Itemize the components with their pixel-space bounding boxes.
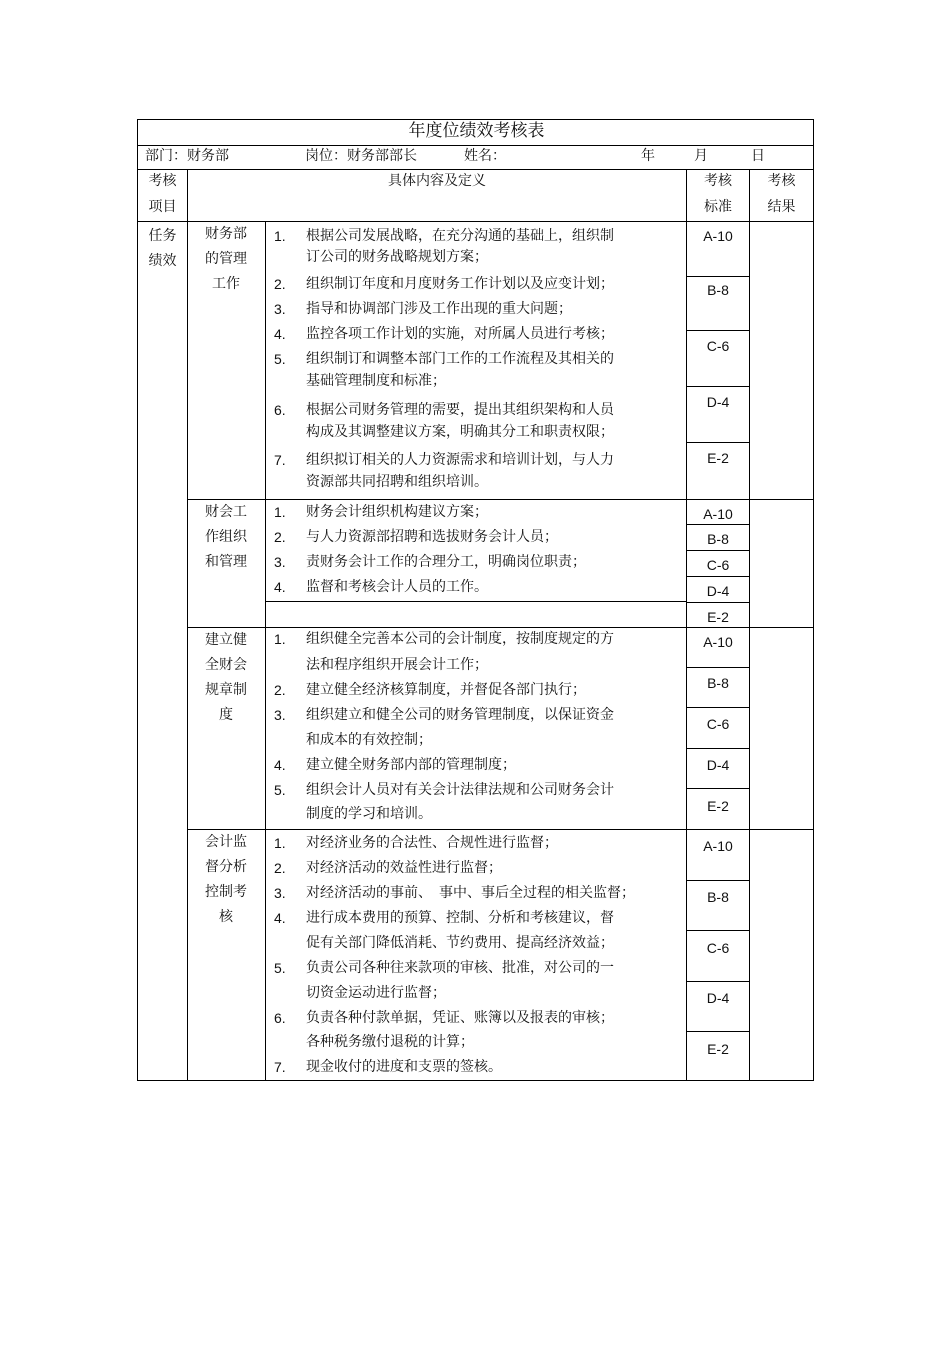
header-result bbox=[750, 173, 813, 215]
form-title: 年度位绩效考核表 bbox=[408, 121, 545, 141]
header-content: 具体内容及定义 bbox=[388, 173, 486, 189]
grade-divider bbox=[686, 981, 749, 982]
item-text: 订公司的财务战略规划方案； bbox=[306, 249, 488, 265]
item-number: 2. bbox=[274, 860, 286, 876]
grade-d: D-4 bbox=[706, 394, 730, 410]
grade-a: A-10 bbox=[703, 838, 733, 854]
post-field: 岗位：财务部部长 bbox=[305, 148, 417, 164]
item-text: 现金收付的进度和支票的签核。 bbox=[306, 1059, 502, 1075]
item-number: 7. bbox=[274, 1059, 286, 1075]
item-number: 1. bbox=[274, 835, 286, 851]
grade-divider bbox=[686, 330, 749, 331]
item-text: 促有关部门降低消耗、节约费用、提高经济效益； bbox=[306, 935, 614, 951]
category-label bbox=[188, 222, 264, 297]
item-text: 根据公司财务管理的需要，提出其组织架构和人员 bbox=[306, 402, 614, 418]
item-text: 和成本的有效控制； bbox=[306, 732, 432, 748]
category-line: 财务部 bbox=[205, 226, 247, 242]
item-text: 各种税务缴付退税的计算； bbox=[306, 1034, 474, 1050]
item-text: 根据公司发展战略，在充分沟通的基础上，组织制 bbox=[306, 228, 614, 244]
month-label: 月 bbox=[694, 148, 708, 164]
category-line: 会计监 bbox=[205, 834, 247, 850]
grade-divider bbox=[686, 576, 749, 577]
grade-b: B-8 bbox=[707, 531, 729, 547]
item-text: 进行成本费用的预算、控制、分析和考核建议，督 bbox=[306, 910, 614, 926]
grade-divider bbox=[686, 667, 749, 668]
item-number: 6. bbox=[274, 1010, 286, 1026]
category-line: 全财会 bbox=[205, 657, 247, 673]
item-text: 切资金运动进行监督； bbox=[306, 985, 446, 1001]
grade-c: C-6 bbox=[706, 940, 730, 956]
grade-e: E-2 bbox=[707, 609, 729, 625]
category-line: 督分析 bbox=[205, 859, 247, 875]
item-text: 对经济活动的事前、 事中、事后全过程的相关监督； bbox=[306, 885, 635, 901]
grade-divider bbox=[686, 386, 749, 387]
section-divider bbox=[187, 829, 813, 830]
item-text: 组织健全完善本公司的会计制度，按制度规定的方 bbox=[306, 631, 614, 647]
item-number: 4. bbox=[274, 579, 286, 595]
grade-a: A-10 bbox=[703, 506, 733, 522]
row-divider bbox=[265, 601, 686, 602]
column-divider bbox=[187, 169, 188, 1080]
grade-b: B-8 bbox=[707, 675, 729, 691]
header-result-line1: 考核 bbox=[767, 173, 796, 189]
category-label bbox=[188, 500, 264, 575]
item-text: 组织制订年度和月度财务工作计划以及应变计划； bbox=[306, 276, 614, 292]
section-divider bbox=[187, 627, 813, 628]
item-text: 组织建立和健全公司的财务管理制度，以保证资金 bbox=[306, 707, 614, 723]
category-line: 建立健 bbox=[205, 632, 247, 648]
item-text: 监督和考核会计人员的工作。 bbox=[306, 579, 488, 595]
grade-divider bbox=[686, 442, 749, 443]
header-item-line2: 项目 bbox=[148, 199, 177, 215]
grade-divider bbox=[686, 1031, 749, 1032]
item-text: 资源部共同招聘和组织培训。 bbox=[306, 474, 488, 490]
category-line: 规章制 bbox=[205, 682, 247, 698]
performance-appraisal-form bbox=[137, 119, 814, 1081]
grade-a: A-10 bbox=[703, 228, 733, 244]
item-text: 对经济活动的效益性进行监督； bbox=[306, 860, 502, 876]
item-number: 2. bbox=[274, 276, 286, 292]
grade-divider bbox=[686, 524, 749, 525]
grade-c: C-6 bbox=[706, 338, 730, 354]
grade-c: C-6 bbox=[706, 716, 730, 732]
grade-divider bbox=[686, 550, 749, 551]
grade-d: D-4 bbox=[706, 583, 730, 599]
item-text: 财务会计组织机构建议方案； bbox=[306, 504, 488, 520]
task-label-line2: 绩效 bbox=[148, 253, 177, 269]
item-number: 5. bbox=[274, 351, 286, 367]
item-number: 6. bbox=[274, 402, 286, 418]
item-text: 负责各种付款单据，凭证、账簿以及报表的审核； bbox=[306, 1010, 614, 1026]
category-line: 财会工 bbox=[205, 504, 247, 520]
category-label bbox=[188, 628, 264, 728]
category-line: 作组织 bbox=[205, 529, 247, 545]
header-standard bbox=[687, 173, 749, 215]
task-label bbox=[138, 224, 187, 274]
section-divider bbox=[187, 499, 813, 500]
category-line: 的管理 bbox=[205, 251, 247, 267]
category-line: 度 bbox=[219, 707, 233, 723]
item-number: 3. bbox=[274, 707, 286, 723]
divider bbox=[138, 169, 813, 170]
item-text: 建立健全财务部内部的管理制度； bbox=[306, 757, 516, 773]
grade-b: B-8 bbox=[707, 889, 729, 905]
header-item-line1: 考核 bbox=[148, 173, 177, 189]
item-text: 组织会计人员对有关会计法律法规和公司财务会计 bbox=[306, 782, 614, 798]
grade-divider bbox=[686, 602, 749, 603]
item-number: 7. bbox=[274, 452, 286, 468]
header-standard-line1: 考核 bbox=[704, 173, 732, 189]
item-text: 对经济业务的合法性、合规性进行监督； bbox=[306, 835, 558, 851]
day-label: 日 bbox=[751, 148, 765, 164]
item-number: 4. bbox=[274, 326, 286, 342]
item-text: 组织制订和调整本部门工作的工作流程及其相关的 bbox=[306, 351, 614, 367]
grade-a: A-10 bbox=[703, 634, 733, 650]
grade-b: B-8 bbox=[707, 282, 729, 298]
divider bbox=[138, 145, 813, 146]
grade-divider bbox=[686, 276, 749, 277]
grade-divider bbox=[686, 930, 749, 931]
grade-divider bbox=[686, 788, 749, 789]
item-text: 构成及其调整建议方案，明确其分工和职责权限； bbox=[306, 424, 614, 440]
grade-e: E-2 bbox=[707, 1041, 729, 1057]
category-line: 工作 bbox=[212, 276, 240, 292]
department-field: 部门：财务部 bbox=[145, 148, 229, 164]
item-number: 4. bbox=[274, 910, 286, 926]
item-text: 组织拟订相关的人力资源需求和培训计划，与人力 bbox=[306, 452, 614, 468]
task-label-line1: 任务 bbox=[148, 228, 177, 244]
item-text: 法和程序组织开展会计工作； bbox=[306, 657, 488, 673]
name-field: 姓名： bbox=[464, 148, 506, 164]
item-number: 2. bbox=[274, 682, 286, 698]
item-number: 1. bbox=[274, 228, 286, 244]
item-number: 4. bbox=[274, 757, 286, 773]
column-divider bbox=[265, 221, 266, 1080]
item-number: 3. bbox=[274, 301, 286, 317]
grade-divider bbox=[686, 880, 749, 881]
item-number: 3. bbox=[274, 554, 286, 570]
grade-divider bbox=[686, 748, 749, 749]
grade-c: C-6 bbox=[706, 557, 730, 573]
grade-e: E-2 bbox=[707, 450, 729, 466]
column-divider bbox=[749, 169, 750, 1080]
header-result-line2: 结果 bbox=[767, 199, 796, 215]
category-line: 和管理 bbox=[205, 554, 247, 570]
grade-d: D-4 bbox=[706, 757, 730, 773]
item-text: 指导和协调部门涉及工作出现的重大问题； bbox=[306, 301, 572, 317]
item-text: 制度的学习和培训。 bbox=[306, 806, 432, 822]
item-number: 1. bbox=[274, 631, 286, 647]
item-text: 基础管理制度和标准； bbox=[306, 373, 446, 389]
item-number: 2. bbox=[274, 529, 286, 545]
item-number: 5. bbox=[274, 960, 286, 976]
category-label bbox=[188, 830, 264, 930]
item-text: 监控各项工作计划的实施，对所属人员进行考核； bbox=[306, 326, 614, 342]
item-number: 3. bbox=[274, 885, 286, 901]
category-line: 核 bbox=[219, 909, 233, 925]
grade-divider bbox=[686, 707, 749, 708]
item-text: 负责公司各种往来款项的审核、批准，对公司的一 bbox=[306, 960, 614, 976]
header-item bbox=[138, 173, 187, 215]
category-line: 控制考 bbox=[205, 884, 247, 900]
item-number: 1. bbox=[274, 504, 286, 520]
year-label: 年 bbox=[641, 148, 655, 164]
grade-d: D-4 bbox=[706, 990, 730, 1006]
item-text: 建立健全经济核算制度，并督促各部门执行； bbox=[306, 682, 586, 698]
header-standard-line2: 标准 bbox=[704, 199, 732, 215]
item-number: 5. bbox=[274, 782, 286, 798]
item-text: 责财务会计工作的合理分工，明确岗位职责； bbox=[306, 554, 586, 570]
item-text: 与人力资源部招聘和选拔财务会计人员； bbox=[306, 529, 558, 545]
grade-e: E-2 bbox=[707, 798, 729, 814]
